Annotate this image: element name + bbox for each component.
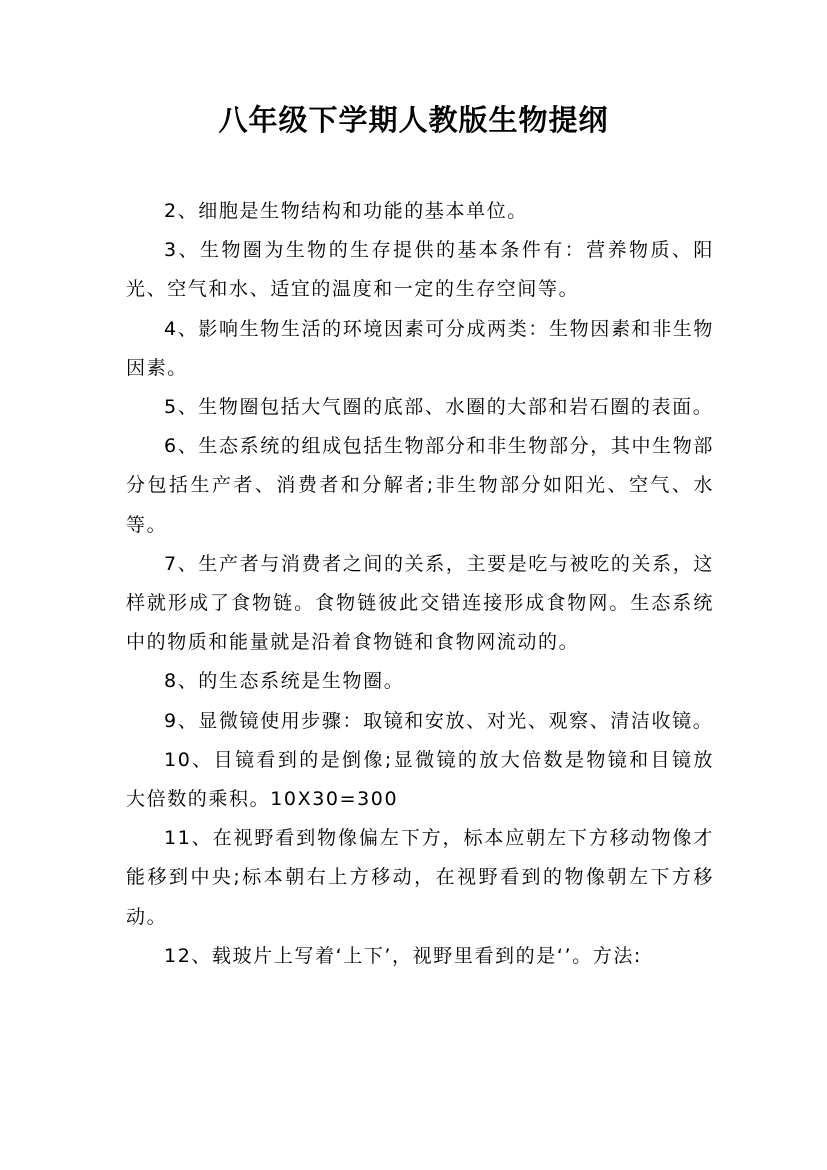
paragraph-9: 9、显微镜使用步骤：取镜和安放、对光、观察、清洁收镜。 <box>164 709 714 732</box>
document-title: 八年级下学期人教版生物提纲 <box>218 103 609 137</box>
document-body <box>126 192 714 976</box>
paragraph-2: 2、细胞是生物结构和功能的基本单位。 <box>164 200 528 222</box>
paragraph-11: 11、在视野看到物像偏左下方，标本应朝左下方移动物像才能移到中央;标本朝右上方移动，在视野看到的物像朝左下方移动。 <box>126 827 714 928</box>
paragraph-5: 5、生物圈包括大气圈的底部、水圈的大部和岩石圈的表面。 <box>164 396 714 419</box>
paragraph-4: 4、影响生物生活的环境因素可分成两类：生物因素和非生物因素。 <box>126 317 714 379</box>
paragraph-12: 12、载玻片上写着‘上下’，视野里看到的是‘’。方法: <box>164 944 642 967</box>
paragraph-10: 10、目镜看到的是倒像;显微镜的放大倍数是物镜和目镜放大倍数的乘积。10X30=300 <box>126 748 714 811</box>
paragraph-8: 8、的生态系统是生物圈。 <box>164 670 405 693</box>
paragraph-6: 6、生态系统的组成包括生物部分和非生物部分，其中生物部分包括生产者、消费者和分解者;非生物部分如阳光、空气、水等。 <box>126 435 714 536</box>
paragraph-3: 3、生物圈为生物的生存提供的基本条件有：营养物质、阳光、空气和水、适宜的温度和一定的生存空间等。 <box>126 239 714 301</box>
paragraph-7: 7、生产者与消费者之间的关系，主要是吃与被吃的关系，这样就形成了食物链。食物链彼此交错连接形成食物网。生态系统中的物质和能量就是沿着食物链和食物网流动的。 <box>126 552 714 654</box>
